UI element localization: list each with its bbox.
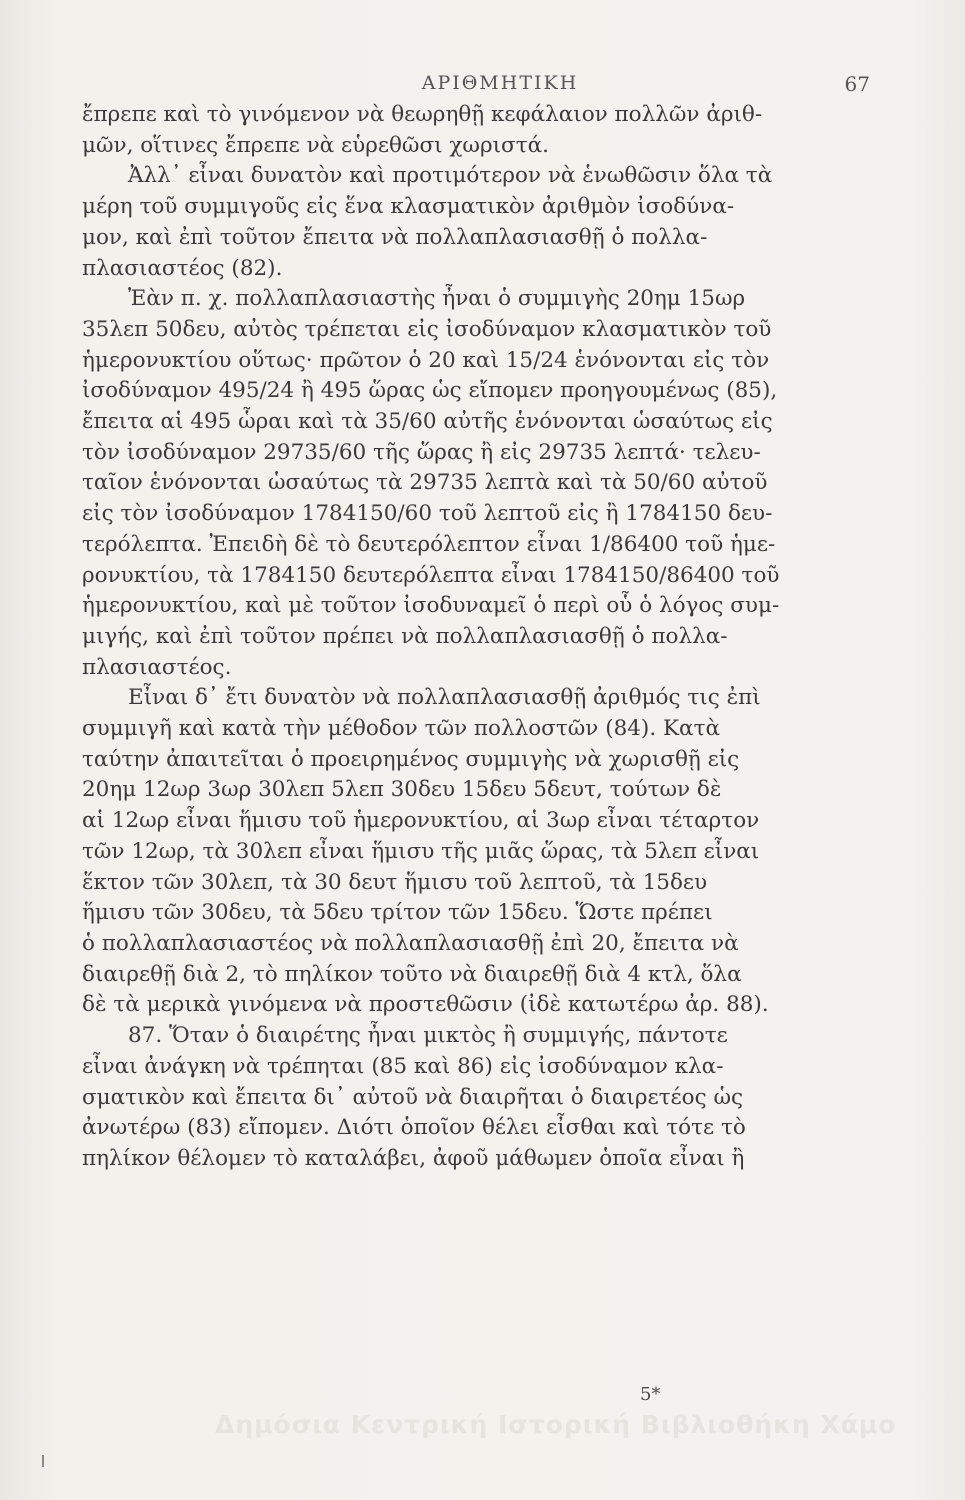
text-line: 35λεπ 50δευ, αὐτὸς τρέπεται εἰς ἰσοδύναμον κλασματικὸν τοῦ xyxy=(82,316,772,342)
text-line: συμμιγῆ καὶ κατὰ τὴν μέθοδον τῶν πολλοστῶν (84). Κατὰ xyxy=(82,716,720,742)
text-line: ρονυκτίου, τὰ 1784150 δευτερόλεπτα εἶναι 1784150/86400 τοῦ xyxy=(82,562,780,588)
text-line: 20ημ 12ωρ 3ωρ 30λεπ 5λεπ 30δευ 15δευ 5δευτ, τούτων δὲ xyxy=(82,777,722,803)
text-line: μέρη τοῦ συμμιγοῦς εἰς ἕνα κλασματικὸν ἀριθμὸν ἰσοδύνα- xyxy=(82,194,735,220)
text-line: μιγής, καὶ ἐπὶ τοῦτον πρέπει νὰ πολλαπλασιασθῇ ὁ πολλα- xyxy=(82,623,728,649)
text-line: τῶν 12ωρ, τὰ 30λεπ εἶναι ἥμισυ τῆς μιᾶς ὥρας, τὰ 5λεπ εἶναι xyxy=(82,838,760,864)
text-line: ἀνωτέρω (83) εἴπομεν. Διότι ὁποῖον θέλει εἶσθαι καὶ τότε τὸ xyxy=(82,1115,746,1141)
text-line: ὁ πολλαπλασιαστέος νὰ πολλαπλασιασθῇ ἐπὶ 20, ἔπειτα νὰ xyxy=(82,930,739,956)
text-line: πλασιαστέος. xyxy=(82,654,232,680)
margin-mark xyxy=(42,1455,44,1467)
text-line: ἔπρεπε καὶ τὸ γινόμενον νὰ θεωρηθῇ κεφάλαιον πολλῶν ἀριθ- xyxy=(82,102,763,127)
text-line: πλασιαστέος (82). xyxy=(82,255,283,281)
text-line: τὸν ἰσοδύναμον 29735/60 τῆς ὥρας ἢ εἰς 29735 λεπτά· τελευ- xyxy=(82,439,761,465)
text-line: ταῖον ἑνόνονται ὡσαύτως τὰ 29735 λεπτὰ καὶ τὰ 50/60 αὐτοῦ xyxy=(82,470,768,496)
text-line: ἡμερονυκτίου οὕτως· πρῶτον ὁ 20 καὶ 15/24 ἑνόνονται εἰς τὸν xyxy=(82,347,770,373)
text-line: Ἀλλ᾽ εἶναι δυνατὸν καὶ προτιμότερον νὰ ἑνωθῶσιν ὅλα τὰ xyxy=(128,163,773,189)
text-line: τερόλεπτα. Ἐπειδὴ δὲ τὸ δευτερόλεπτον εἶναι 1/86400 τοῦ ἡμε- xyxy=(82,531,776,557)
running-title: ΑΡΙΘΜΗΤΙΚΗ xyxy=(421,72,579,94)
text-line: διαιρεθῇ διὰ 2, τὸ πηλίκον τοῦτο νὰ διαιρεθῇ διὰ 4 κτλ, ὅλα xyxy=(82,961,742,987)
text-line: εἶναι ἀνάγκη νὰ τρέπηται (85 καὶ 86) εἰς ἰσοδύναμον κλα- xyxy=(82,1053,724,1079)
text-line: μῶν, οἵτινες ἔπρεπε νὰ εὑρεθῶσι χωριστά. xyxy=(82,132,549,158)
text-line: πηλίκον θέλομεν τὸ καταλάβει, ἀφοῦ μάθωμεν ὁποῖα εἶναι ἢ xyxy=(82,1145,745,1171)
body-text xyxy=(82,100,874,1175)
text-line: σματικὸν καὶ ἔπειτα δι᾽ αὐτοῦ νὰ διαιρῆται ὁ διαιρετέος ὡς xyxy=(82,1084,744,1110)
library-watermark: Δημόσια Κεντρική Ιστορική Βιβλιοθήκη Χάμο xyxy=(215,1410,897,1439)
text-line: 87. Ὅταν ὁ διαιρέτης ἦναι μικτὸς ἢ συμμιγής, πάντοτε xyxy=(128,1023,728,1049)
text-line: ἥμισυ τῶν 30δευ, τὰ 5δευ τρίτον τῶν 15δευ. Ὥστε πρέπει xyxy=(82,900,713,926)
text-line: Ἐὰν π. χ. πολλαπλασιαστὴς ἦναι ὁ συμμιγὴς 20ημ 15ωρ xyxy=(128,286,746,312)
text-line: εἰς τὸν ἰσοδύναμον 1784150/60 τοῦ λεπτοῦ εἰς ἢ 1784150 δευ- xyxy=(82,501,773,527)
text-line: ἔπειτα αἱ 495 ὧραι καὶ τὰ 35/60 αὐτῆς ἑνόνονται ὡσαύτως εἰς xyxy=(82,409,773,435)
text-line: μον, καὶ ἐπὶ τοῦτον ἔπειτα νὰ πολλαπλασιασθῇ ὁ πολλα- xyxy=(82,224,708,250)
text-line: ταύτην ἀπαιτεῖται ὁ προειρημένος συμμιγὴς νὰ χωρισθῇ εἰς xyxy=(82,746,740,772)
signature-mark: 5* xyxy=(640,1384,661,1405)
page-number: 67 xyxy=(844,72,870,96)
text-line: ἕκτον τῶν 30λεπ, τὰ 30 δευτ ἥμισυ τοῦ λεπτοῦ, τὰ 15δευ xyxy=(82,869,708,895)
text-line: αἱ 12ωρ εἶναι ἥμισυ τοῦ ἡμερονυκτίου, αἱ 3ωρ εἶναι τέταρτον xyxy=(82,808,760,834)
text-line: δὲ τὰ μερικὰ γινόμενα νὰ προστεθῶσιν (ἰδὲ κατωτέρω ἀρ. 88). xyxy=(82,992,769,1018)
running-head xyxy=(110,72,890,102)
text-line: ἡμερονυκτίου, καὶ μὲ τοῦτον ἰσοδυναμεῖ ὁ περὶ οὗ ὁ λόγος συμ- xyxy=(82,593,780,619)
text-line: ἰσοδύναμον 495/24 ἢ 495 ὥρας ὡς εἴπομεν προηγουμένως (85), xyxy=(82,378,778,404)
text-line: Εἶναι δ᾽ ἔτι δυνατὸν νὰ πολλαπλασιασθῇ ἀριθμός τις ἐπὶ xyxy=(128,685,761,711)
